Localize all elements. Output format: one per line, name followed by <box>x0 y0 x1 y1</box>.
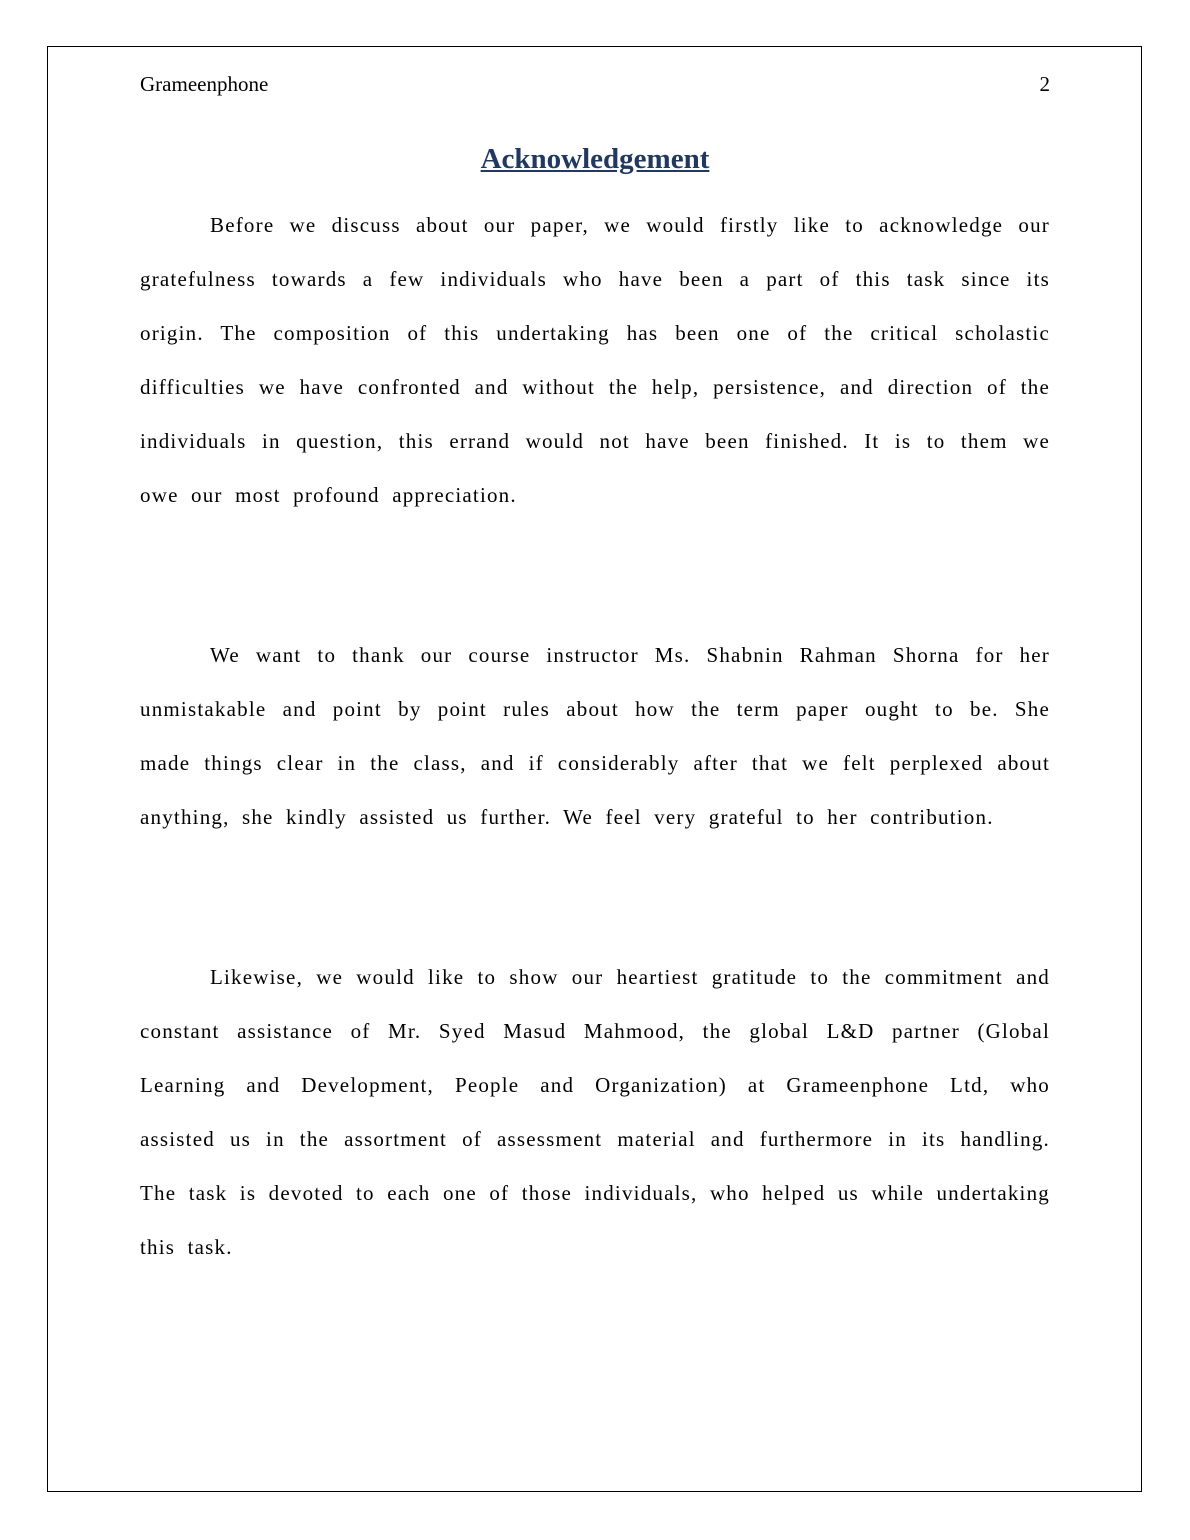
page-title: Acknowledgement <box>480 143 710 175</box>
page-number: 2 <box>1039 72 1050 96</box>
paragraph-3-container <box>140 950 1050 1274</box>
running-head: Grameenphone <box>140 72 269 96</box>
paragraph-2-container <box>140 628 1050 844</box>
paragraph-1: Before we discuss about our paper, we would firstly like to acknowledge our gratefulness towards a few individuals who have been a part of this task since its origin. The composition of this undertaking has been one of the critical scholastic difficulties we have confronted and without the help, persistence, and direction of the individuals in question, this errand would not have been finished. It is to them we owe our most profound appreciation. <box>140 213 1050 507</box>
paragraph-3: Likewise, we would like to show our heartiest gratitude to the commitment and constant assistance of Mr. Syed Masud Mahmood, the global L&D partner (Global Learning and Development, People and Organization) at Grameenphone Ltd, who assisted us in the assortment of assessment material and furthermore in its handling. The task is devoted to each one of those individuals, who helped us while undertaking this task. <box>140 965 1050 1259</box>
paragraph-2: We want to thank our course instructor Ms. Shabnin Rahman Shorna for her unmistakable and point by point rules about how the term paper ought to be. She made things clear in the class, and if considerably after that we felt perplexed about anything, she kindly assisted us further. We feel very grateful to her contribution. <box>140 643 1050 829</box>
paragraph-1-container <box>140 198 1050 522</box>
